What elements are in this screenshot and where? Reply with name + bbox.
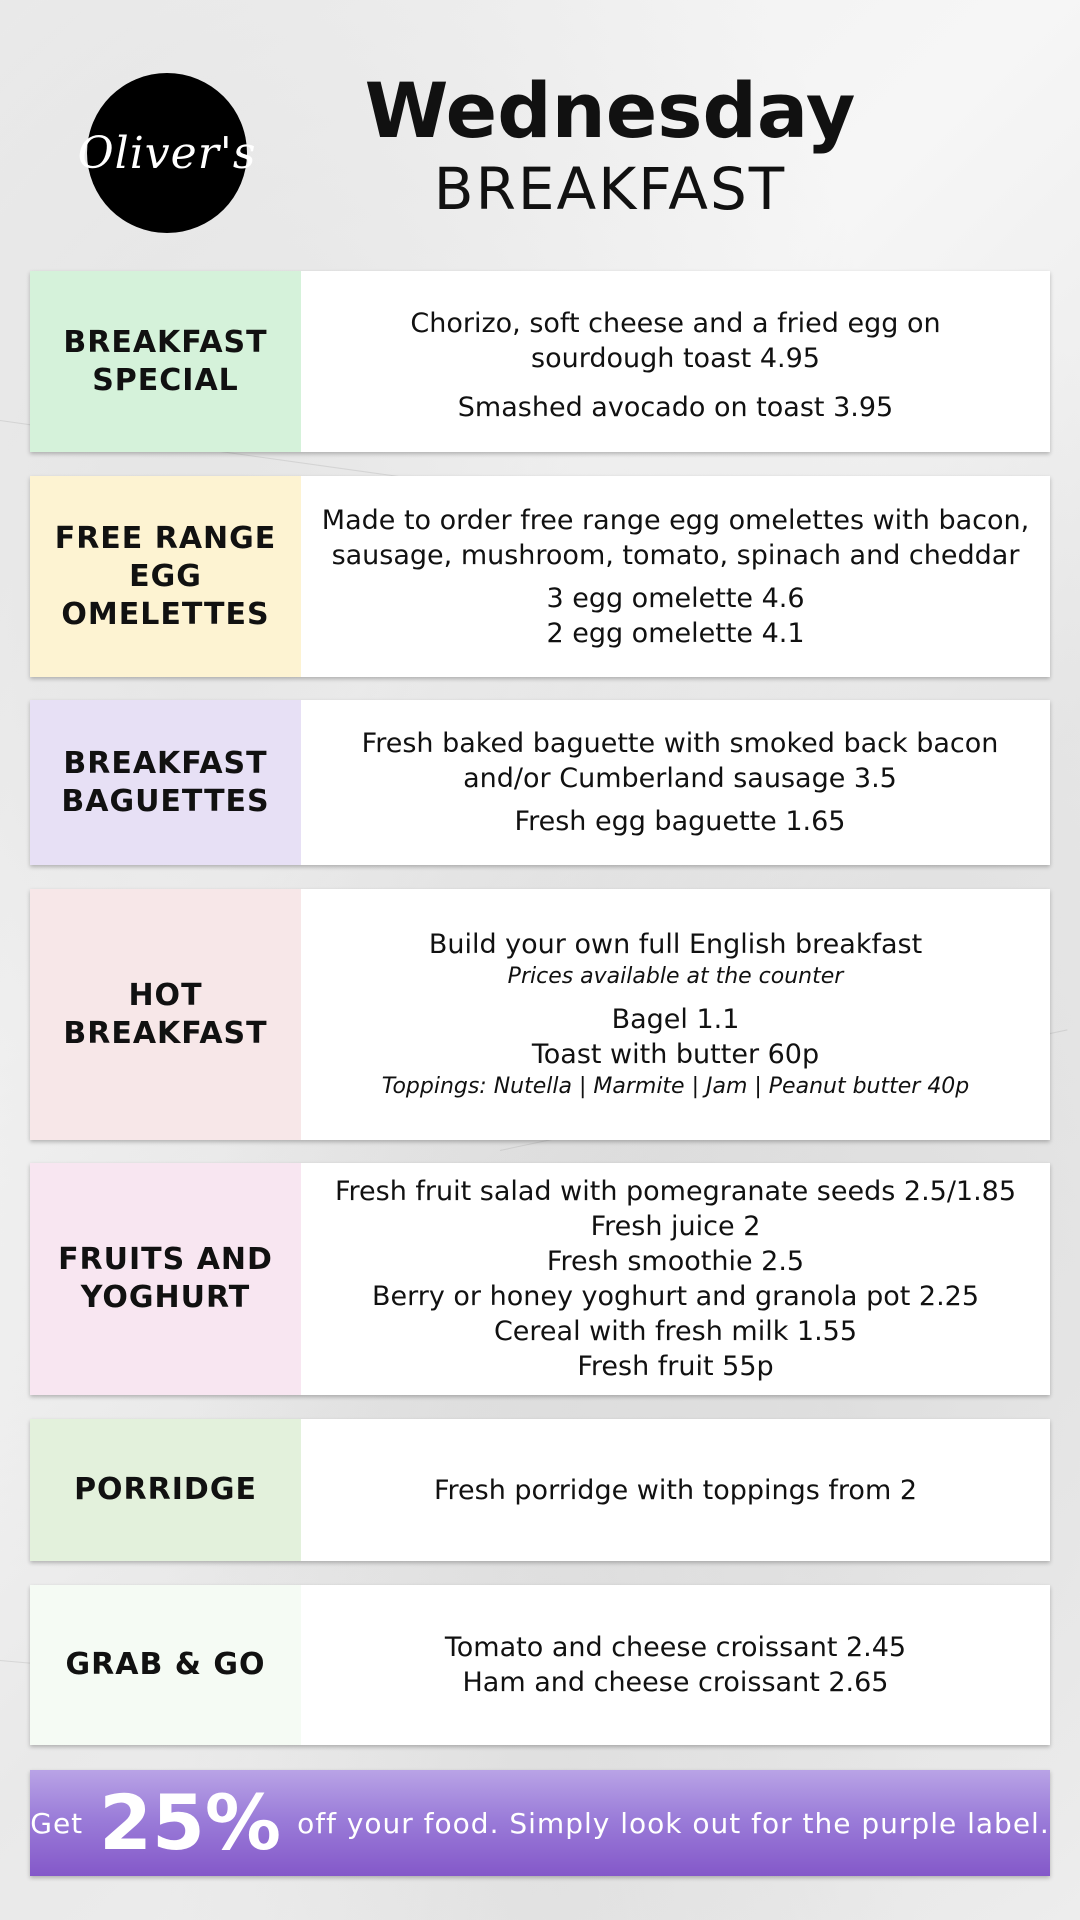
menu-item: 3 egg omelette 4.6: [546, 582, 805, 614]
section-category: FRUITS AND YOGHURT: [30, 1163, 301, 1395]
day-title: Wednesday: [364, 66, 856, 155]
promo-discount: 25%: [99, 1778, 282, 1867]
menu-item: Bagel 1.1: [611, 1004, 740, 1035]
menu-note: Toppings: Nutella | Marmite | Jam | Peanut butter 40p: [381, 1074, 970, 1099]
menu-item: Fresh fruit 55p: [577, 1351, 774, 1382]
menu-item: Smashed avocado on toast 3.95: [457, 392, 894, 423]
section-category: BREAKFAST BAGUETTES: [30, 700, 301, 865]
menu-section-baguettes: [30, 700, 1050, 865]
menu-item: Fresh egg baguette 1.65: [514, 806, 846, 837]
section-items: [301, 889, 1050, 1140]
section-items: [301, 700, 1059, 865]
section-items: [301, 1585, 1050, 1745]
menu-note: Prices available at the counter: [507, 964, 844, 989]
menu-item: Fresh smoothie 2.5: [546, 1246, 805, 1277]
meal-title: BREAKFAST: [433, 155, 787, 223]
section-category: BREAKFAST SPECIAL: [30, 271, 301, 452]
promo-prefix: Get: [30, 1806, 84, 1840]
promo-banner: [30, 1770, 1050, 1876]
section-items: [301, 476, 1050, 677]
menu-item: Fresh porridge with toppings from 2: [433, 1474, 918, 1506]
menu-section-grab-and-go: [30, 1585, 1050, 1745]
section-category: GRAB & GO: [30, 1585, 301, 1745]
menu-item: Fresh juice 2: [590, 1211, 761, 1242]
section-category: PORRIDGE: [30, 1419, 301, 1561]
menu-item: Fresh baked baguette with smoked back bacon and/or Cumberland sausage 3.5: [361, 728, 999, 794]
menu-item: Tomato and cheese croissant 2.45: [444, 1632, 907, 1663]
menu-item: Berry or honey yoghurt and granola pot 2.25: [371, 1281, 980, 1312]
menu-item: Ham and cheese croissant 2.65: [462, 1667, 889, 1698]
section-category: HOT BREAKFAST: [30, 889, 301, 1140]
logo-text: Oliver's: [77, 127, 257, 179]
menu-item: Fresh fruit salad with pomegranate seeds 2.5/1.85: [334, 1176, 1017, 1207]
menu-item: Chorizo, soft cheese and a fried egg on sourdough toast 4.95: [410, 308, 941, 374]
section-category: FREE RANGE EGG OMELETTES: [30, 476, 301, 677]
menu-section-fruits-yoghurt: [30, 1163, 1050, 1395]
olivers-logo: [77, 73, 257, 233]
section-items: [301, 1419, 1050, 1561]
promo-suffix: off your food. Simply look out for the purple label.: [297, 1806, 1050, 1840]
menu-section-breakfast-special: [30, 271, 1050, 452]
menu-item: 2 egg omelette 4.1: [546, 617, 805, 649]
menu-item: Made to order free range egg omelettes with bacon, sausage, mushroom, tomato, spinach and cheddar: [321, 504, 1030, 571]
menu-section-omelettes: [30, 476, 1050, 677]
menu-item: Build your own full English breakfast: [428, 929, 923, 960]
menu-section-hot-breakfast: [30, 889, 1050, 1140]
menu-item: Cereal with fresh milk 1.55: [493, 1316, 858, 1347]
menu-item: Toast with butter 60p: [531, 1039, 820, 1070]
page-title: [330, 68, 890, 224]
menu-section-porridge: [30, 1419, 1050, 1561]
section-items: [301, 271, 1050, 452]
section-items: [301, 1163, 1050, 1395]
